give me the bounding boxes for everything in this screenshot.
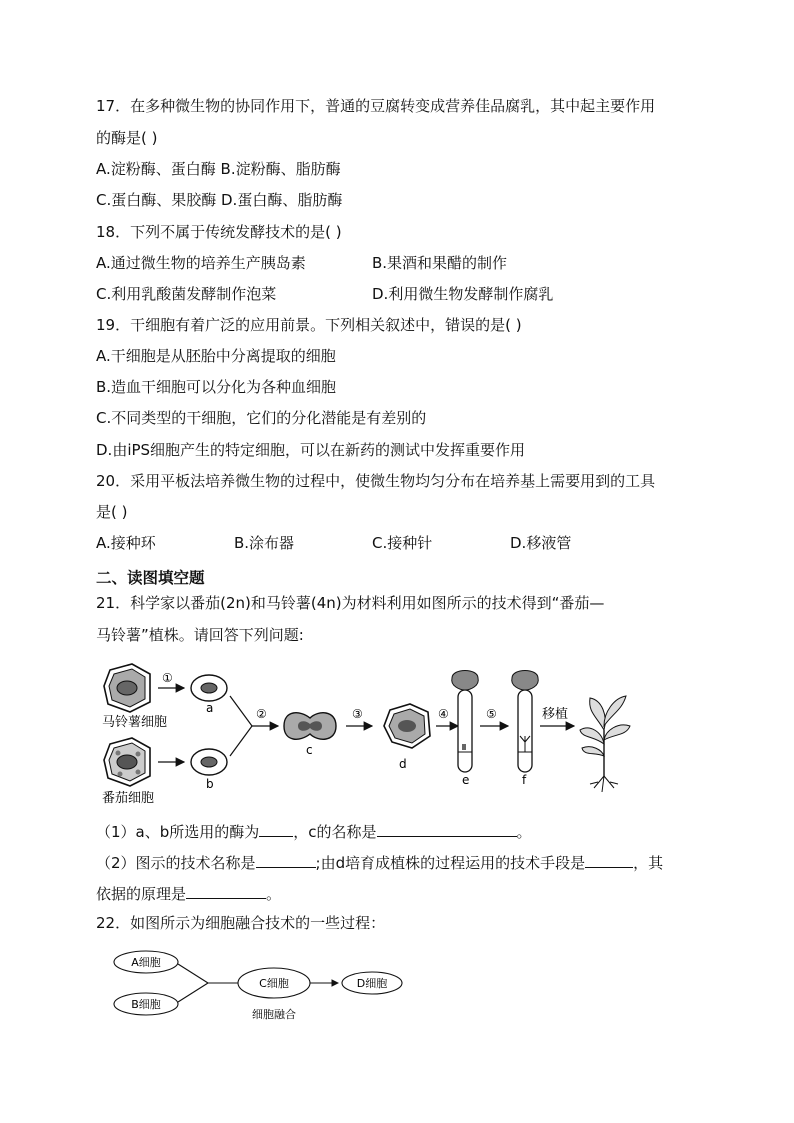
q17-stem-line2: 的酶是( ) <box>96 129 158 147</box>
label-f: f <box>522 773 527 787</box>
q20-option-c: C.接种针 <box>372 534 433 552</box>
q21-sub2-text-c: ，其 <box>633 854 664 872</box>
potato-cell-label: 马铃薯细胞 <box>102 715 168 730</box>
q21-sub2-line1 <box>96 851 663 873</box>
q21-stem-line1: 21．科学家以番茄(2n)和马铃薯(4n)为材料利用如图所示的技术得到“番茄— <box>96 594 605 612</box>
q20-option-a: A.接种环 <box>96 534 156 552</box>
answer-blank-c-name[interactable] <box>377 820 517 837</box>
q17-stem-line1: 17．在多种微生物的协同作用下，普通的豆腐转变成营养佳品腐乳，其中起主要作用 <box>96 97 656 115</box>
q18-option-b: B.果酒和果醋的制作 <box>372 254 508 272</box>
q17-options-ab: A.淀粉酶、蛋白酶 B.淀粉酶、脂肪酶 <box>96 160 341 178</box>
q19-option-b: B.造血干细胞可以分化为各种血细胞 <box>96 378 337 396</box>
q21-sub1-text-b: ，c的名称是 <box>293 823 377 841</box>
q18-option-a: A.通过微生物的培养生产胰岛素 <box>96 254 306 272</box>
test-tube-f-icon <box>512 671 539 773</box>
q21-diagram <box>96 660 656 810</box>
q19-option-c: C.不同类型的干细胞，它们的分化潜能是有差别的 <box>96 409 427 427</box>
q21-sub1-text-c: 。 <box>516 823 532 841</box>
q21-sub2-text-d: 依据的原理是 <box>96 885 187 903</box>
label-b: b <box>206 777 214 791</box>
q21-sub2-text-b: ;由d培育成植株的过程运用的技术手段是 <box>315 854 586 872</box>
label-e: e <box>462 773 470 787</box>
fusion-label: 细胞融合 <box>252 1008 296 1021</box>
q19-option-d: D.由iPS细胞产生的特定细胞，可以在新药的测试中发挥重要作用 <box>96 441 526 459</box>
q21-sub1-text-a: （1）a、b所选用的酶为 <box>96 823 260 841</box>
tomato-cell-icon <box>104 738 150 786</box>
step5-label: ⑤ <box>486 707 497 721</box>
q21-sub2-line2 <box>96 882 281 904</box>
q22-diagram <box>110 946 410 1024</box>
q22-stem: 22．如图所示为细胞融合技术的一些过程： <box>96 914 386 932</box>
answer-blank-method[interactable] <box>585 851 633 868</box>
section-title: 二、读图填空题 <box>96 569 205 587</box>
q20-option-d: D.移液管 <box>510 534 572 552</box>
transplant-label: 移植 <box>542 707 569 722</box>
q21-sub2-text-a: （2）图示的技术名称是 <box>96 854 256 872</box>
test-tube-e-icon <box>452 671 479 773</box>
step3-label: ③ <box>352 707 363 721</box>
q20-option-b: B.涂布器 <box>234 534 295 552</box>
cell-a-label: A细胞 <box>131 956 161 969</box>
plant-icon <box>580 696 630 792</box>
q19-option-a: A.干细胞是从胚胎中分离提取的细胞 <box>96 347 336 365</box>
answer-blank-technique[interactable] <box>256 851 316 868</box>
q20-stem-line1: 20．采用平板法培养微生物的过程中，使微生物均匀分布在培养基上需要用到的工具 <box>96 472 656 490</box>
step4-label: ④ <box>438 707 449 721</box>
label-c: c <box>306 743 313 757</box>
cell-d-label: D细胞 <box>356 977 388 990</box>
step2-label: ② <box>256 707 267 721</box>
answer-blank-principle[interactable] <box>186 882 266 899</box>
q21-stem-line2: 马铃薯”植株。请回答下列问题: <box>96 626 304 644</box>
potato-cell-icon <box>104 664 150 712</box>
label-a: a <box>206 701 214 715</box>
step1-label: ① <box>162 671 173 685</box>
answer-blank-enzyme[interactable] <box>259 820 293 837</box>
label-d: d <box>399 757 407 771</box>
cell-b-label: B细胞 <box>131 998 161 1011</box>
q19-stem: 19．干细胞有着广泛的应用前景。下列相关叙述中，错误的是( ) <box>96 316 522 334</box>
q21-sub1 <box>96 820 532 842</box>
q20-stem-line2: 是( ) <box>96 503 128 521</box>
q18-option-d: D.利用微生物发酵制作腐乳 <box>372 285 554 303</box>
q18-option-c: C.利用乳酸菌发酵制作泡菜 <box>96 285 277 303</box>
tomato-cell-label: 番茄细胞 <box>102 791 155 806</box>
cell-c-label: C细胞 <box>259 977 289 990</box>
q17-options-cd: C.蛋白酶、果胶酶 D.蛋白酶、脂肪酶 <box>96 191 343 209</box>
q18-stem: 18．下列不属于传统发酵技术的是( ) <box>96 223 342 241</box>
q21-sub2-text-e: 。 <box>266 885 282 903</box>
